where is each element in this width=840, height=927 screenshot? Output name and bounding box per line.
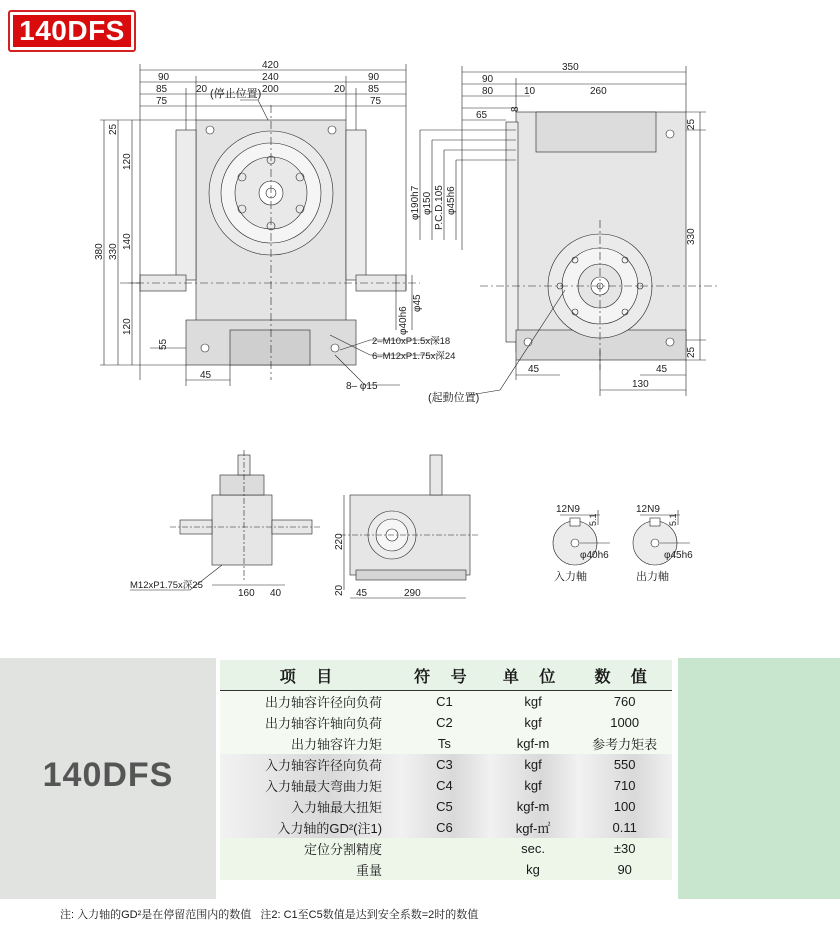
footnote-2: 注2: C1至C5数值是达到安全系数=2时的数值: [260, 909, 479, 921]
row-symbol: [400, 838, 489, 859]
row-item: 入力轴容许径向负荷: [220, 754, 400, 775]
row-unit: kgf-m: [489, 796, 578, 817]
row-symbol: C1: [400, 691, 489, 713]
table-row: [220, 838, 672, 859]
row-value: 100: [577, 796, 672, 817]
header-item: 项 目: [279, 668, 341, 686]
front2-dim-220: 220: [334, 533, 345, 550]
side-dim-330: 330: [686, 228, 697, 245]
output-shaft-label: 出力軸: [636, 571, 669, 583]
side-dim-phi45h6: φ45h6: [446, 186, 457, 215]
row-value: 710: [577, 775, 672, 796]
header-unit: 单 位: [502, 668, 564, 686]
side-dim-phi190: φ190h7: [410, 185, 421, 220]
front-dim-phi45: φ45: [412, 294, 423, 312]
table-row: [220, 796, 672, 817]
model-panel: [0, 658, 216, 899]
front2-dim-290: 290: [404, 588, 421, 599]
side-view: [420, 66, 720, 396]
side-dim-45-right: 45: [656, 364, 668, 375]
row-unit: kgf-㎡: [489, 817, 578, 838]
row-symbol: C3: [400, 754, 489, 775]
front-dim-380: 380: [94, 243, 105, 260]
side-dim-pcd105: P.C.D.105: [434, 185, 445, 230]
table-row: [220, 733, 672, 754]
side-dim-65: 65: [476, 110, 488, 121]
front-dim-90-left: 90: [158, 72, 170, 83]
input-shaft-depth: 5.1: [588, 513, 598, 526]
row-unit: kg: [489, 859, 578, 880]
row-item: 入力轴最大弯曲力矩: [220, 775, 400, 796]
side-dim-80: 80: [482, 86, 494, 97]
side-dim-90: 90: [482, 74, 494, 85]
front-dim-75-right: 75: [370, 96, 382, 107]
row-value: 0.11: [577, 817, 672, 838]
row-item: 入力轴最大扭矩: [220, 796, 400, 817]
table-row: [220, 775, 672, 796]
row-symbol: C4: [400, 775, 489, 796]
row-symbol: C6: [400, 817, 489, 838]
header-value: 数 值: [594, 668, 655, 686]
side-dim-350: 350: [562, 62, 579, 73]
header-symbol: 符 号: [414, 668, 475, 686]
top-callout-m12: M12xP1.75x深25: [130, 580, 203, 591]
side-dim-10: 10: [524, 86, 536, 97]
row-value: 参考力矩表: [577, 733, 672, 754]
side-dim-8: 8: [510, 106, 521, 112]
input-shaft-diameter: φ40h6: [580, 550, 609, 561]
output-shaft-keyway: 12N9: [636, 504, 660, 515]
row-unit: kgf: [489, 775, 578, 796]
row-item: 出力轴容许径向负荷: [220, 691, 400, 713]
front-dim-140: 140: [122, 233, 133, 250]
side-dim-260: 260: [590, 86, 607, 97]
side-dim-130: 130: [632, 379, 649, 390]
row-symbol: C2: [400, 712, 489, 733]
front-dim-85-left: 85: [156, 84, 168, 95]
row-unit: kgf: [489, 754, 578, 775]
callout-phi15: 8– φ15: [346, 381, 378, 392]
table-row: [220, 712, 672, 733]
front-dim-20-left: 20: [196, 84, 208, 95]
front-dim-120-top: 120: [122, 153, 133, 170]
start-position-label: (起動位置): [428, 392, 480, 404]
table-row: [220, 754, 672, 775]
row-unit: kgf-m: [489, 733, 578, 754]
front-dim-200: 200: [262, 84, 279, 95]
front-dim-45-bottom: 45: [200, 370, 212, 381]
row-value: 90: [577, 859, 672, 880]
row-item: 入力轴的GD²(注1): [220, 817, 400, 838]
row-unit: sec.: [489, 838, 578, 859]
front-dim-phi40h6: φ40h6: [398, 306, 409, 335]
footnote-1: 注: 入力轴的GD²是在停留范围内的数值: [60, 909, 252, 921]
front-dim-20-right: 20: [334, 84, 346, 95]
spec-table: [220, 660, 672, 880]
drawing-svg: [0, 50, 840, 640]
stop-position-label: (停止位置): [210, 88, 262, 100]
input-shaft-label: 入力軸: [554, 571, 587, 583]
front-dim-85-right: 85: [368, 84, 380, 95]
row-value: 1000: [577, 712, 672, 733]
callout-m12: 6–M12xP1.75x深24: [372, 351, 456, 362]
row-item: 出力轴容许力矩: [220, 733, 400, 754]
input-shaft-keyway: 12N9: [556, 504, 580, 515]
row-unit: kgf: [489, 691, 578, 713]
top-dim-40: 40: [270, 588, 282, 599]
side-dim-25-top: 25: [686, 118, 697, 130]
top-view-small: [130, 450, 320, 590]
output-shaft-depth: 5.1: [668, 513, 678, 526]
output-shaft-diameter: φ45h6: [664, 550, 693, 561]
front-dim-75-left: 75: [156, 96, 168, 107]
model-title-badge: [8, 10, 136, 52]
row-item: 定位分割精度: [220, 838, 400, 859]
front-view-small: [340, 455, 480, 598]
row-value: 760: [577, 691, 672, 713]
row-value: ±30: [577, 838, 672, 859]
row-symbol: Ts: [400, 733, 489, 754]
front-dim-330: 330: [108, 243, 119, 260]
row-value: 550: [577, 754, 672, 775]
callout-m10: 2–M10xP1.5x深18: [372, 336, 451, 347]
table-row: [220, 691, 672, 713]
side-dim-phi150: φ150: [422, 191, 433, 215]
row-item: 重量: [220, 859, 400, 880]
front-dim-90-right: 90: [368, 72, 380, 83]
technical-drawing: [0, 50, 840, 640]
right-accent-panel: [678, 658, 840, 899]
model-title: 140DFS: [13, 15, 131, 47]
side-dim-45-left: 45: [528, 364, 540, 375]
spec-table-header: [220, 660, 672, 691]
front2-dim-45: 45: [356, 588, 368, 599]
table-row: [220, 859, 672, 880]
front-dim-240: 240: [262, 72, 279, 83]
front-dim-120-bottom: 120: [122, 318, 133, 335]
top-dim-160: 160: [238, 588, 255, 599]
table-row: [220, 817, 672, 838]
side-dim-25-bottom: 25: [686, 346, 697, 358]
row-symbol: [400, 859, 489, 880]
front-dim-420: 420: [262, 60, 279, 71]
row-symbol: C5: [400, 796, 489, 817]
row-item: 出力轴容许轴向负荷: [220, 712, 400, 733]
model-name: 140DFS: [42, 756, 174, 794]
row-unit: kgf: [489, 712, 578, 733]
front2-dim-20: 20: [334, 584, 345, 596]
footnote: [60, 906, 478, 922]
front-dim-25: 25: [108, 123, 119, 135]
front-dim-55: 55: [158, 338, 169, 350]
